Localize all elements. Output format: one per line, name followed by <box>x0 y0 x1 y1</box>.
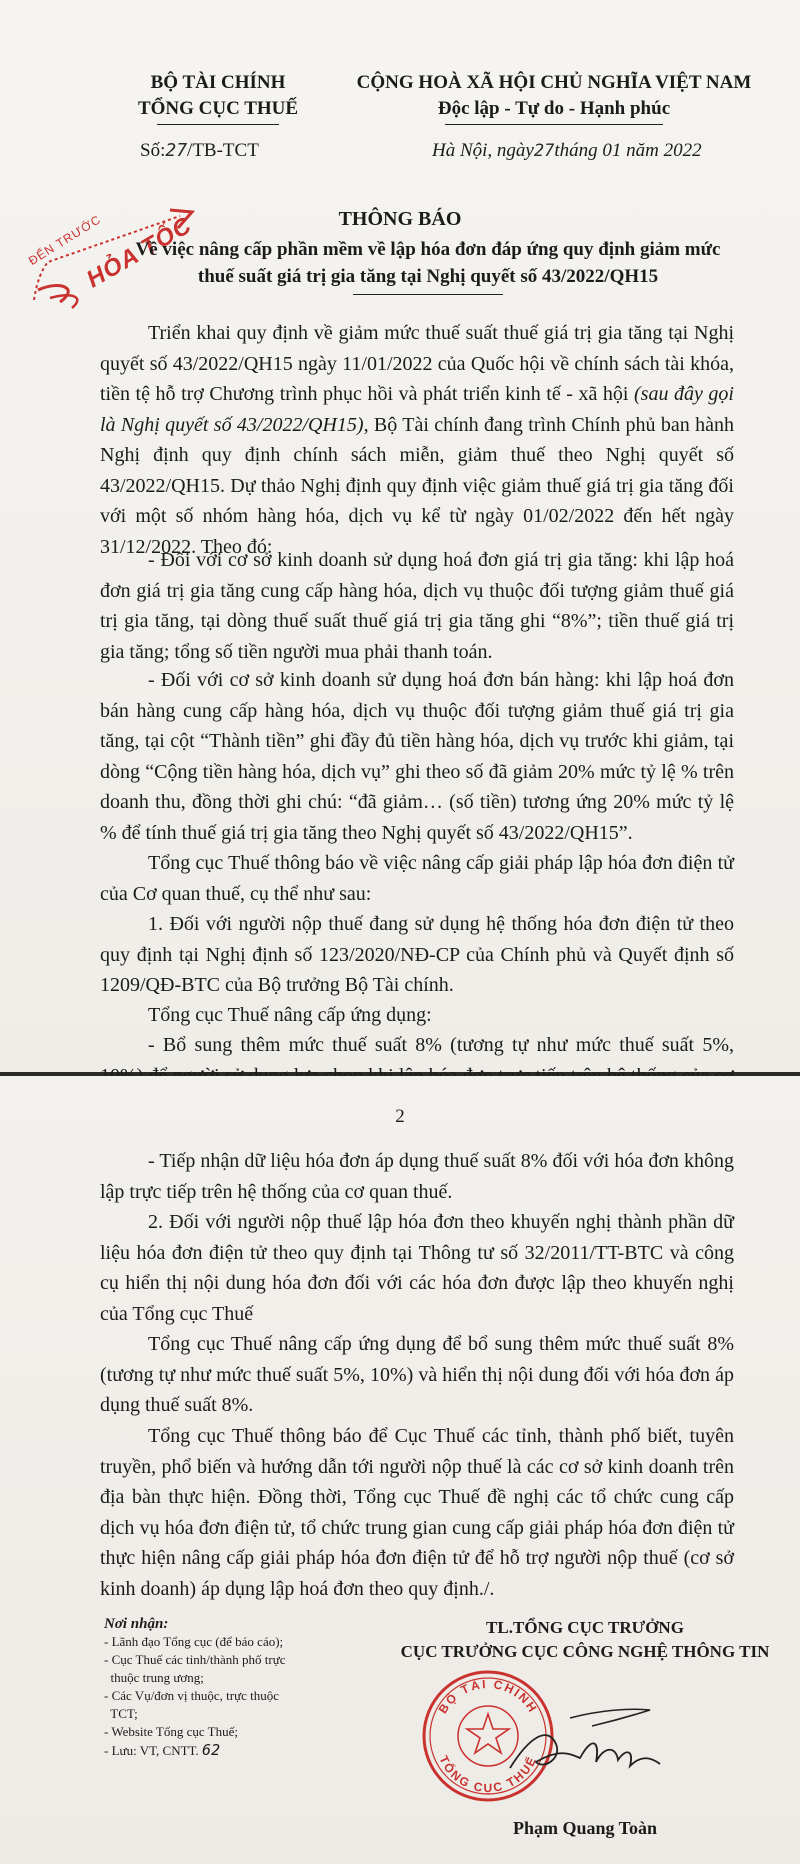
sign-position-line: CỤC TRƯỞNG CỤC CÔNG NGHỆ THÔNG TIN <box>400 1642 770 1661</box>
republic-name: CỘNG HOÀ XÃ HỘI CHỦ NGHĨA VIỆT NAM <box>356 72 752 93</box>
paragraph-vat-invoice: - Đối với cơ sở kinh doanh sử dụng hoá đơn giá trị gia tăng: khi lập hoá đơn giá trị gia tăng cung cấp hàng hóa, dịch vụ thuộc đối tượng giảm thuế giá trị gia tăng, tại dòng thuế suất thuế giá trị gia tăng ghi “8%”; tiền thuế giá trị gia tăng; tổng số tiền người mua phải thanh toán. <box>100 549 734 663</box>
header-left-underline <box>157 124 279 125</box>
recipient-line: thuộc trung ương; <box>104 1670 204 1685</box>
handwritten-day: 27 <box>533 141 555 161</box>
paragraph-intro: Triển khai quy định về giảm mức thuế suất thuế giá trị gia tăng tại Nghị quyết số 43/2022/QH15 ngày 11/01/2022 của Quốc hội về chính sách tài khóa, tiền tệ hỗ trợ Chương trình phục hồi và phát triển kinh tế - xã hội (sau đây gọi là Nghị quyết số 43/2022/QH15), Bộ Tài chính đang trình Chính phủ ban hành Nghị định quy định chính sách miễn, giảm thuế theo Nghị quyết số 43/2022/QH15. Dự thảo Nghị định quy định việc giảm thuế giá trị gia tăng đối với một số nhóm hàng hóa, dịch vụ kể từ ngày 01/02/2022 đến hết ngày 31/12/2022. Theo đó: <box>100 322 734 558</box>
paragraph-receive-data: - Tiếp nhận dữ liệu hóa đơn áp dụng thuế suất 8% đối với hóa đơn không lập trực tiếp trên hệ thống của cơ quan thuế. <box>100 1150 734 1203</box>
recipient-line: - Lãnh đạo Tổng cục (để báo cáo); <box>104 1634 284 1649</box>
signature-block-title <box>390 1616 780 1664</box>
paragraph-item-2: 2. Đối với người nộp thuế lập hóa đơn theo khuyến nghị thành phần dữ liệu hóa đơn điện tử theo quy định tại Thông tư số 32/2011/TT-BTC và công cụ hiển thị nội dung hóa đơn đối với các hóa đơn được lập theo khuyến nghị của Tổng cục Thuế <box>100 1211 734 1325</box>
document-number: Số:27/TB-TCT <box>140 140 259 161</box>
seal-bottom-text: TỔNG CỤC THUẾ <box>436 1753 540 1796</box>
recipient-line: TCT; <box>104 1706 138 1721</box>
paragraph-item-1: 1. Đối với người nộp thuế đang sử dụng hệ thống hóa đơn điện tử theo quy định tại Nghị định số 123/2020/NĐ-CP của Chính phủ và Quyết định số 1209/QĐ-BTC của Bộ trưởng Bộ Tài chính. <box>100 913 734 996</box>
paragraph-add-rate: - Bổ sung thêm mức thuế suất 8% (tương tự như mức thuế suất 5%, <box>148 1034 734 1056</box>
motto: Độc lập - Tự do - Hạnh phúc <box>437 98 671 119</box>
header-right <box>350 70 758 125</box>
department-name: TỔNG CỤC THUẾ <box>137 98 299 119</box>
page-number: 2 <box>395 1106 405 1127</box>
header-left <box>98 70 338 125</box>
paragraph-upgrade-display: Tổng cục Thuế nâng cấp ứng dụng để bổ sung thêm mức thuế suất 8% (tương tự như mức thuế suất 5%, 10%) và hiển thị nội dung đối với hóa đơn áp dụng thuế suất 8%. <box>100 1333 734 1416</box>
sign-authority-line: TL.TỔNG CỤC TRƯỞNG <box>486 1618 684 1637</box>
recipient-line: - Lưu: VT, CNTT. 62 <box>104 1741 221 1759</box>
notice-title: THÔNG BÁO <box>338 208 462 230</box>
subtitle-underline <box>353 294 503 295</box>
notice-subtitle-line-1: Về việc nâng cấp phần mềm về lập hóa đơn đáp ứng quy định giảm mức <box>135 239 721 260</box>
recipients-title: Nơi nhận: <box>104 1616 169 1632</box>
handwritten-archive-number: 62 <box>202 1741 221 1759</box>
handwritten-number: 27 <box>165 140 188 161</box>
signer-name: Phạm Quang Toàn <box>512 1818 658 1838</box>
recipient-line: - Website Tổng cục Thuế; <box>104 1724 238 1739</box>
notice-subtitle-line-2: thuế suất giá trị gia tăng tại Nghị quyết số 43/2022/QH15 <box>197 266 659 287</box>
recipient-line: - Các Vụ/đơn vị thuộc, trực thuộc <box>104 1688 280 1703</box>
stamp-arrival-text: ĐẾN TRƯỚC <box>26 212 104 268</box>
paragraph-upgrade-app: Tổng cục Thuế nâng cấp ứng dụng: <box>148 1004 432 1026</box>
ministry-name: BỘ TÀI CHÍNH <box>150 72 286 93</box>
paragraph-upgrade-intro: Tổng cục Thuế thông báo về việc nâng cấp giải pháp lập hóa đơn điện tử của Cơ quan thuế, cụ thể như sau: <box>100 852 734 905</box>
paragraph-sales-invoice: - Đối với cơ sở kinh doanh sử dụng hoá đơn bán hàng: khi lập hoá đơn bán hàng cung cấp hàng hóa, dịch vụ thuộc đối tượng giảm thuế giá trị gia tăng, tại cột “Thành tiền” ghi đầy đủ tiền hàng hóa, dịch vụ trước khi giảm, tại dòng “Cộng tiền hàng hóa, dịch vụ” ghi theo số đã giảm 20% mức tỷ lệ % trên doanh thu, đồng thời ghi chú: “đã giảm… (số tiền) tương ứng 20% mức tỷ lệ % để tính thuế giá trị gia tăng theo Nghị quyết số 43/2022/QH15”. <box>100 669 734 844</box>
stamp-urgent-text: HỎA TỐC <box>82 211 197 294</box>
header-right-underline <box>445 124 663 125</box>
signature-icon <box>500 1696 670 1786</box>
recipients-block <box>104 1616 374 1760</box>
handwritten-signature <box>500 1696 670 1786</box>
document-date: Hà Nội, ngày27tháng 01 năm 2022 <box>432 140 702 161</box>
notice-subtitle <box>128 236 728 295</box>
recipient-line: - Cục Thuế các tỉnh/thành phố trực <box>104 1652 286 1667</box>
document-page-2 <box>0 1076 800 1864</box>
paragraph-closing: Tổng cục Thuế thông báo để Cục Thuế các tỉnh, thành phố biết, tuyên truyền, phổ biến và hướng dẫn tới người nộp thuế là các cơ sở kinh doanh trên địa bàn thực hiện. Đồng thời, Tổng cục Thuế đề nghị các tổ chức cung cấp dịch vụ hóa đơn điện tử, tổ chức trung gian cung cấp giải pháp hóa đơn điện tử thực hiện nâng cấp giải pháp hóa đơn điện tử để hỗ trợ người nộp thuế (cơ sở kinh doanh) áp dụng lập hoá đơn theo quy định./. <box>100 1425 734 1600</box>
seal-top-text: BỘ TÀI CHÍNH <box>435 1676 541 1717</box>
